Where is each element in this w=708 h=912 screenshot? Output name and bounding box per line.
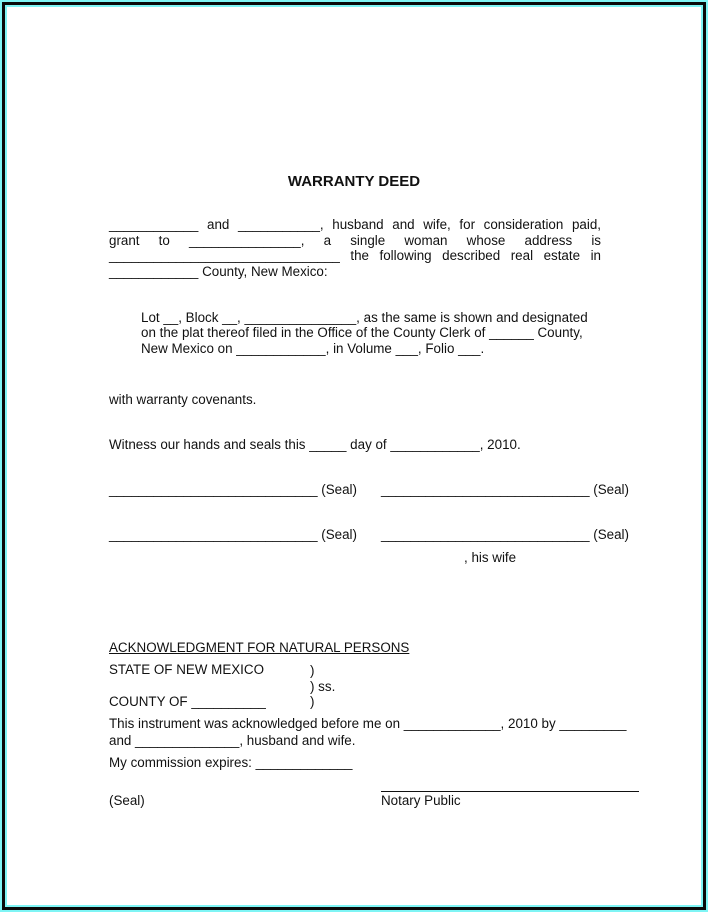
witness-text: Witness our hands and seals this _____ day of ____________, 2010. bbox=[109, 437, 521, 452]
commission-expires: My commission expires: _____________ bbox=[109, 755, 353, 770]
page-title: WARRANTY DEED bbox=[287, 173, 421, 190]
notary-signature-line bbox=[381, 791, 639, 792]
seal-label: (Seal) bbox=[109, 793, 145, 808]
state-label: STATE OF NEW MEXICO bbox=[109, 662, 264, 677]
wife-caption: , his wife bbox=[464, 550, 517, 565]
legal-description-line-1: Lot __, Block __, _______________, as the same is shown and designated bbox=[141, 310, 588, 325]
signature-line-1-right: ____________________________ (Seal) bbox=[381, 482, 629, 497]
intro-line-1: ____________ and ___________, husband and wife, for consideration paid, bbox=[109, 217, 601, 232]
paren-ss: ) ss. bbox=[310, 679, 336, 694]
instrument-line-1: This instrument was acknowledged before me on _____________, 2010 by _________ bbox=[109, 716, 627, 731]
intro-line-2: grant to _______________, a single woman whose address is bbox=[109, 233, 601, 248]
intro-line-4: ____________ County, New Mexico: bbox=[109, 264, 328, 279]
signature-line-2-left: ____________________________ (Seal) bbox=[109, 527, 357, 542]
signature-line-1-left: ____________________________ (Seal) bbox=[109, 482, 357, 497]
covenants-text: with warranty covenants. bbox=[109, 392, 257, 407]
county-label: COUNTY OF __________ bbox=[109, 694, 266, 709]
paren-top: ) bbox=[310, 663, 315, 678]
legal-description-line-2: on the plat thereof filed in the Office of the County Clerk of ______ County, bbox=[141, 325, 583, 340]
paren-bottom: ) bbox=[310, 694, 315, 709]
intro-line-3: _______________________________ the following described real estate in bbox=[109, 248, 601, 263]
signature-line-2-right: ____________________________ (Seal) bbox=[381, 527, 629, 542]
acknowledgment-heading: ACKNOWLEDGMENT FOR NATURAL PERSONS bbox=[109, 640, 410, 655]
notary-public-label: Notary Public bbox=[381, 793, 461, 808]
legal-description-line-3: New Mexico on ____________, in Volume ___, Folio ___. bbox=[141, 341, 485, 356]
instrument-line-2: and ______________, husband and wife. bbox=[109, 733, 356, 748]
